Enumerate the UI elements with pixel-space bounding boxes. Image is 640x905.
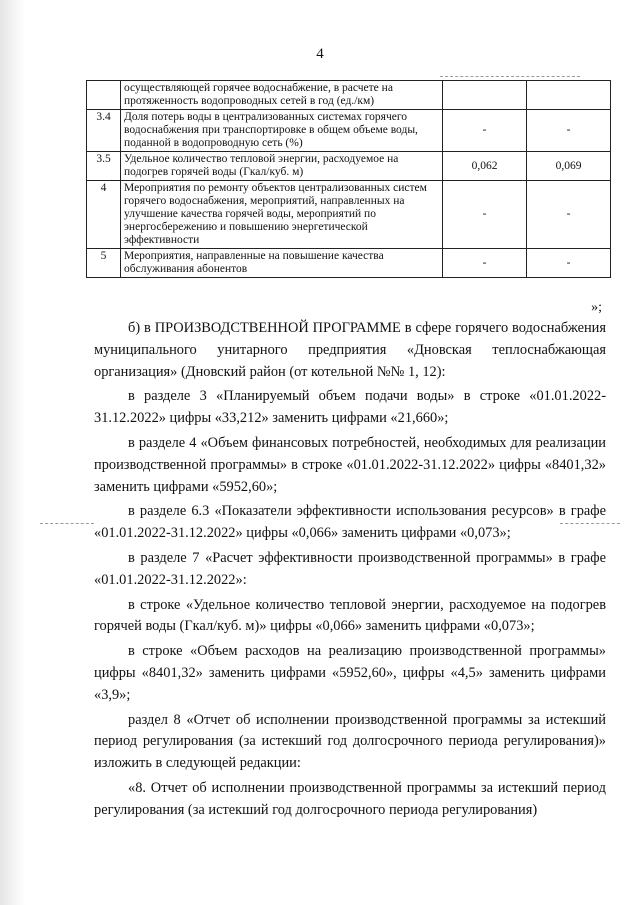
table-row xyxy=(87,181,611,249)
paragraph: в разделе 3 «Планируемый объем подачи воды» в строке «01.01.2022-31.12.2022» цифры «33,212» заменить цифрами «21,660»; xyxy=(94,388,606,427)
row-value-2: - xyxy=(527,110,611,152)
row-description: Мероприятия, направленные на повышение качества обслуживания абонентов xyxy=(121,249,443,278)
row-value-1: 0,062 xyxy=(443,152,527,181)
row-value-2: 0,069 xyxy=(527,152,611,181)
scan-artifact-line xyxy=(560,523,620,524)
scan-shadow-edge xyxy=(0,0,26,905)
row-number: 4 xyxy=(87,181,121,249)
table-row xyxy=(87,152,611,181)
paragraph: в разделе 4 «Объем финансовых потребностей, необходимых для реализации производственной программы» в строке «01.01.2022-31.12.2022» цифры «8401,32» заменить цифрами «5952,60»; xyxy=(94,434,606,495)
paragraph: раздел 8 «Отчет об исполнении производственной программы за истекший период регулирования (за истекший год долгосрочного периода регулирования)» изложить в следующей редакции: xyxy=(94,711,606,772)
row-value-2: - xyxy=(527,249,611,278)
row-number: 3.5 xyxy=(87,152,121,181)
row-number: 5 xyxy=(87,249,121,278)
row-value-1: - xyxy=(443,181,527,249)
paragraph: в строке «Объем расходов на реализацию производственной программы» цифры «8401,32» заменить цифрами «5952,60», цифры «4,5» заменить цифрами «3,9»; xyxy=(94,643,606,703)
row-value-1: - xyxy=(443,249,527,278)
table-row xyxy=(87,110,611,152)
row-description: Мероприятия по ремонту объектов централизованных систем горячего водоснабжения, мероприятий, направленных на улучшение качества горячей воды, мероприятий по энергосбережению и повышению энергетической эффективности xyxy=(121,181,443,249)
row-value-1: - xyxy=(443,110,527,152)
paragraph: в строке «Удельное количество тепловой энергии, расходуемое на подогрев горячей воды (Гкал/куб. м)» цифры «0,066» заменить цифрами «0,073»; xyxy=(94,596,606,635)
closing-quote-mark: »; xyxy=(591,300,602,315)
row-description: осуществляющей горячее водоснабжение, в расчете на протяженность водопроводных сетей в год (ед./км) xyxy=(121,81,443,110)
row-value-2 xyxy=(527,81,611,110)
scan-artifact-line xyxy=(40,523,94,524)
table-row xyxy=(87,249,611,278)
page-number: 4 xyxy=(316,46,324,62)
document-body xyxy=(94,318,606,822)
row-value-2: - xyxy=(527,181,611,249)
row-description: Доля потерь воды в централизованных системах горячего водоснабжения при транспортировке в общем объеме воды, поданной в водопроводную сеть (%) xyxy=(121,110,443,152)
paragraph: в разделе 7 «Расчет эффективности производственной программы» в графе «01.01.2022-31.12.2022»: xyxy=(94,549,606,588)
paragraph: «8. Отчет об исполнении производственной программы за истекший период регулирования (за истекший год долгосрочного периода регулирования) xyxy=(94,779,606,818)
paragraph: в разделе 6.3 «Показатели эффективности использования ресурсов» в графе «01.01.2022-31.12.2022» цифры «0,066» заменить цифрами «0,073»; xyxy=(94,503,606,542)
paragraph: б) в ПРОИЗВОДСТВЕННОЙ ПРОГРАММЕ в сфере горячего водоснабжения муниципального унитарного предприятия «Дновская теплоснабжающая организация» (Дновский район (от котельной №№ 1, 12): xyxy=(94,320,606,380)
row-description: Удельное количество тепловой энергии, расходуемое на подогрев горячей воды (Гкал/куб. м) xyxy=(121,152,443,181)
row-number: 3.4 xyxy=(87,110,121,152)
row-number xyxy=(87,81,121,110)
indicators-table xyxy=(86,80,611,278)
row-value-1 xyxy=(443,81,527,110)
table-row xyxy=(87,81,611,110)
scan-artifact-line xyxy=(440,76,580,77)
